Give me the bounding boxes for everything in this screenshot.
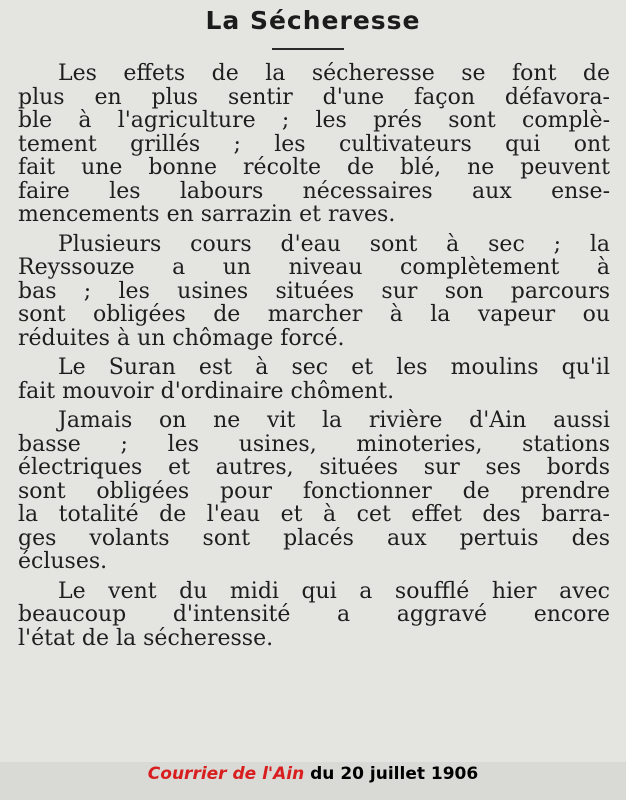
text-line: basse ; les usines, minoteries, stations xyxy=(18,431,610,457)
source-name: Courrier de l'Ain xyxy=(147,764,305,784)
text-line: fait une bonne récolte de blé, ne peuvent xyxy=(18,155,610,180)
text-line: Jamais on ne vit la rivière d'Ain aussi xyxy=(58,408,610,433)
text-line: l'état de la sécheresse. xyxy=(18,625,274,651)
text-line: ble à l'agriculture ; les prés sont complè- xyxy=(18,108,610,133)
text-line: Reyssouze a un niveau complètement à xyxy=(18,255,610,280)
text-line: faire les labours nécessaires aux ense- xyxy=(18,178,610,204)
text-line: beaucoup d'intensité a aggravé encore xyxy=(18,602,610,627)
article-paragraph xyxy=(18,233,610,351)
text-line: sont obligées pour fonctionner de prendre xyxy=(18,478,610,504)
text-line: la totalité de l'eau et à cet effet des barra- xyxy=(18,502,610,527)
article-title: La Sécheresse xyxy=(205,6,421,35)
source-date: du 20 juillet 1906 xyxy=(304,764,479,784)
article-paragraph xyxy=(18,62,610,227)
text-line: Plusieurs cours d'eau sont à sec ; la xyxy=(58,231,610,257)
text-line: plus en plus sentir d'une façon défavora- xyxy=(18,84,610,110)
article-paragraph xyxy=(18,580,610,651)
text-line: Le vent du midi qui a soufflé hier avec xyxy=(58,578,610,604)
text-line: fait mouvoir d'ordinaire chôment. xyxy=(18,378,395,404)
text-line: bas ; les usines situées sur son parcours xyxy=(18,278,610,304)
text-line: ges volants sont placés aux pertuis des xyxy=(18,525,610,551)
text-line: écluses. xyxy=(18,549,108,574)
text-line: Le Suran est à sec et les moulins qu'il xyxy=(58,355,610,380)
text-line: mencements en sarrazin et raves. xyxy=(18,202,396,227)
text-line: tement grillés ; les cultivateurs qui ont xyxy=(18,131,610,157)
text-line: électriques et autres, situées sur ses bords xyxy=(18,455,610,480)
text-line: Les effets de la sécheresse se font de xyxy=(58,61,610,86)
source-caption xyxy=(0,764,626,784)
article-paragraph xyxy=(18,409,610,574)
article-paragraph xyxy=(18,356,610,403)
text-line: sont obligées de marcher à la vapeur ou xyxy=(18,302,610,327)
text-line: réduites à un chômage forcé. xyxy=(18,325,345,351)
article-body xyxy=(18,62,610,656)
title-divider xyxy=(272,48,344,50)
